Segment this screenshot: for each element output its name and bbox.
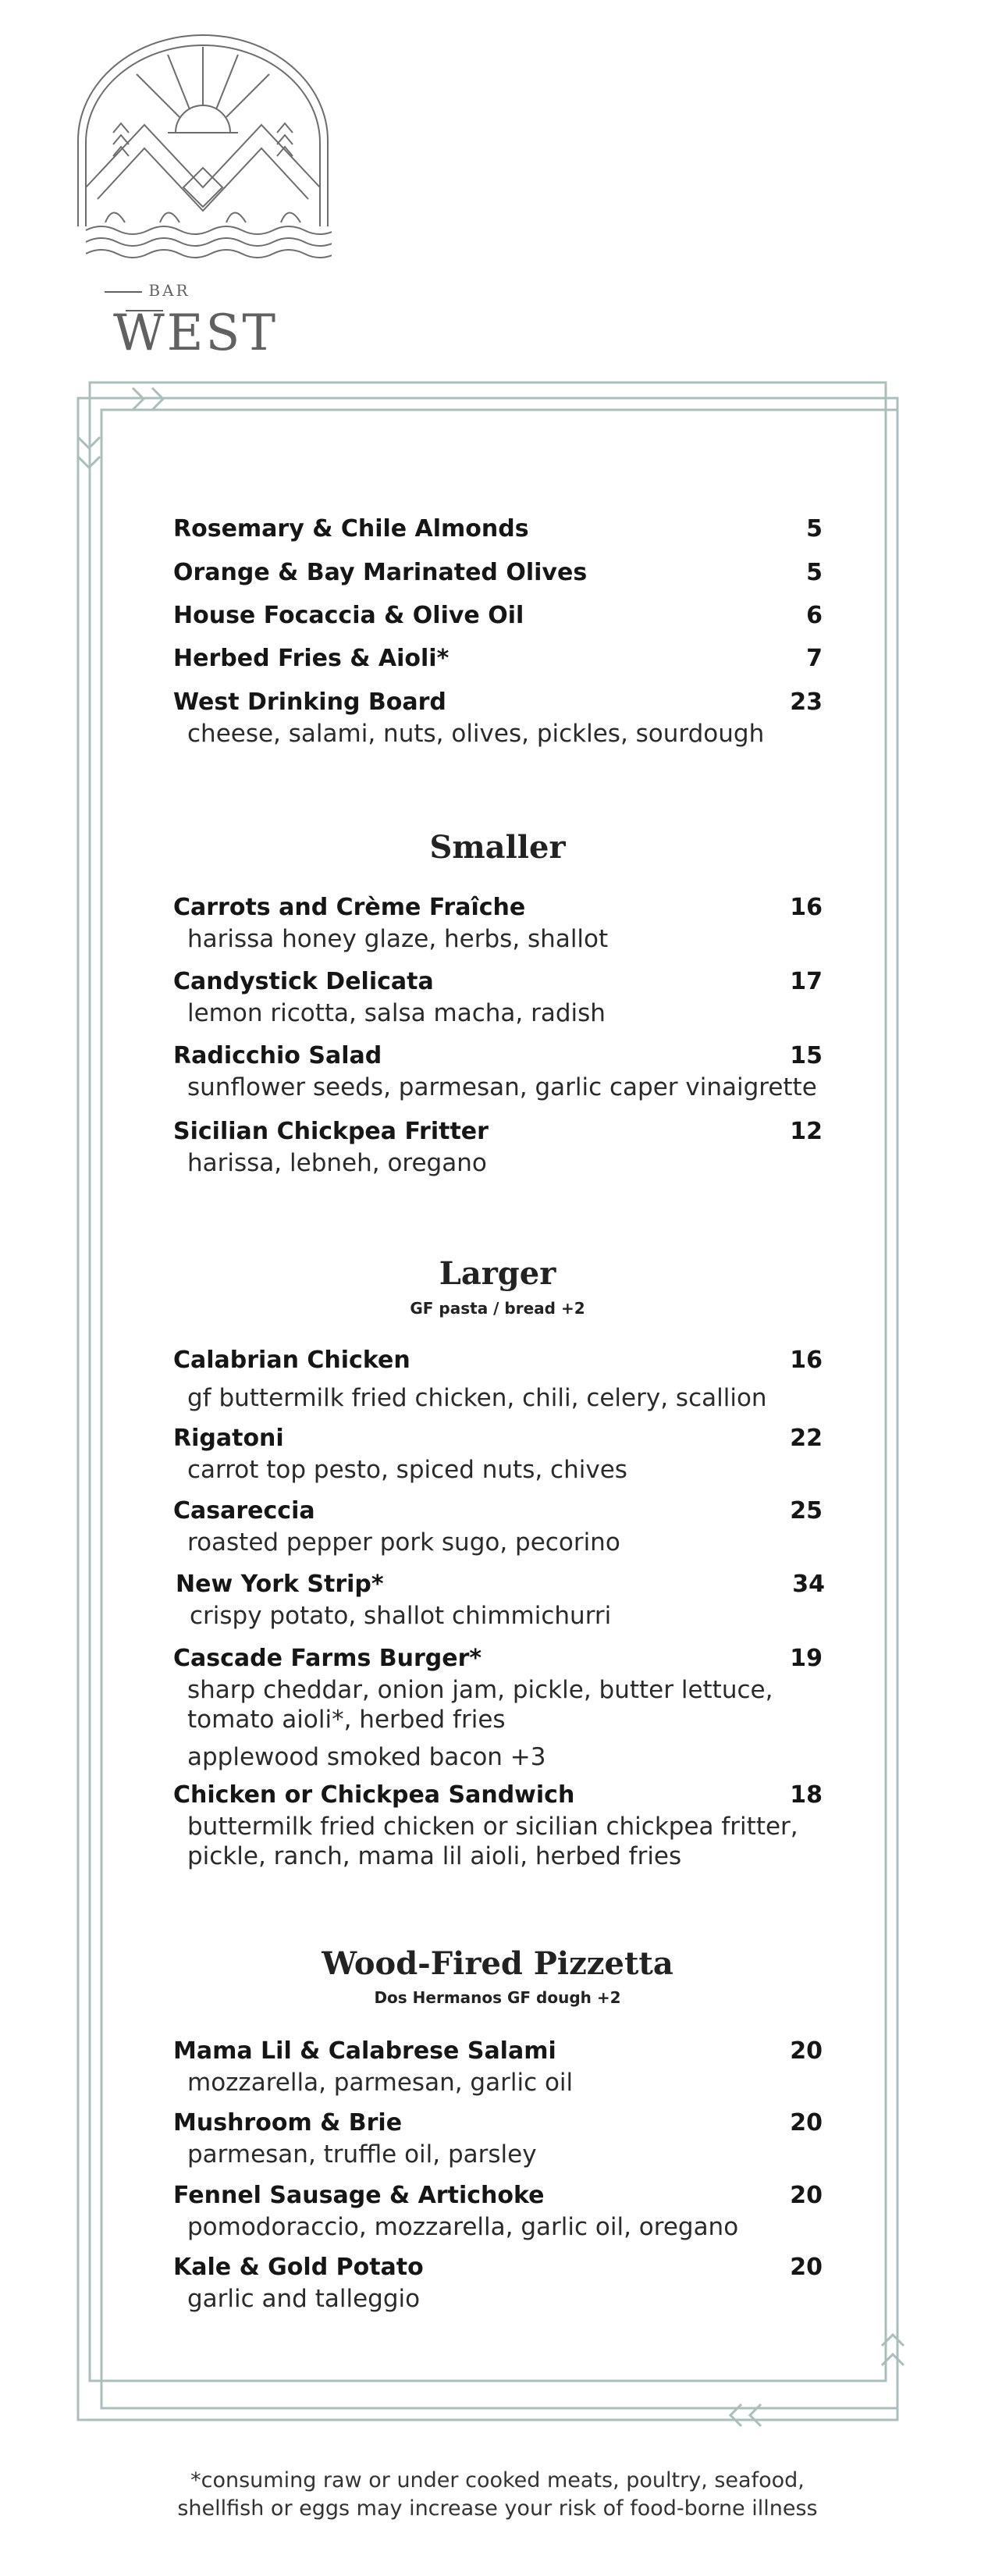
item-description: parmesan, truffle oil, parsley [187,2140,537,2169]
item-description: mozzarella, parmesan, garlic oil [187,2069,574,2097]
menu-item [173,559,823,586]
logo-west-text: WEST [113,304,279,362]
item-description: pomodoraccio, mozzarella, garlic oil, oregano [187,2213,739,2241]
menu-item [173,2182,823,2242]
item-price: 25 [790,1497,823,1525]
item-price: 17 [790,968,823,995]
item-name: Fennel Sausage & Artichoke [173,2182,545,2209]
menu-item [173,1425,823,1485]
menu-item [173,2109,823,2169]
item-name: Rigatoni [173,1425,284,1452]
disclaimer-line-2: shellfish or eggs may increase your risk of food-borne illness [177,2496,818,2521]
menu-item [173,894,823,954]
item-price: 22 [790,1425,823,1452]
item-name: Mama Lil & Calabrese Salami [173,2037,556,2065]
item-name: Kale & Gold Potato [173,2254,424,2281]
item-name: Casareccia [173,1497,315,1525]
item-description: carrot top pesto, spiced nuts, chives [187,1456,627,1484]
item-price: 19 [790,1645,823,1672]
menu-item [173,1347,823,1413]
menu-item [173,2037,823,2097]
menu-item [173,1781,823,1871]
item-name: Cascade Farms Burger* [173,1645,482,1672]
item-price: 5 [806,559,823,586]
item-addon: applewood smoked bacon +3 [187,1743,546,1771]
item-description: cheese, salami, nuts, olives, pickles, sourdough [187,720,765,748]
item-price: 16 [790,894,823,921]
item-name: Orange & Bay Marinated Olives [173,559,588,586]
item-price: 20 [790,2182,823,2209]
item-price: 18 [790,1781,823,1809]
item-price: 5 [806,515,823,543]
item-description: buttermilk fried chicken or sicilian chickpea fritter, pickle, ranch, mama lil aioli, herbed fries [187,1813,798,1870]
item-name: Calabrian Chicken [173,1347,410,1374]
item-price: 15 [790,1042,823,1069]
item-price: 12 [790,1118,823,1145]
section-title-pizzetta: Wood-Fired Pizzetta [322,1945,673,1982]
menu-item [173,602,823,629]
item-description: crispy potato, shallot chimmichurri [190,1602,612,1630]
item-description: sunflower seeds, parmesan, garlic caper vinaigrette [187,1073,817,1101]
item-description: lemon ricotta, salsa macha, radish [187,999,606,1027]
item-description: harissa, lebneh, oregano [187,1149,487,1177]
item-name: Candystick Delicata [173,968,434,995]
section-note-larger: GF pasta / bread +2 [410,1299,585,1318]
section-title-larger: Larger [439,1255,556,1292]
disclaimer-line-1: *consuming raw or under cooked meats, poultry, seafood, [190,2468,805,2492]
item-name: Radicchio Salad [173,1042,382,1069]
mountain-sun-emblem-icon [74,31,332,265]
item-name: Mushroom & Brie [173,2109,403,2137]
menu-item [173,645,823,672]
item-price: 34 [792,1571,825,1598]
item-description: gf buttermilk fried chicken, chili, celery, scallion [187,1384,767,1412]
menu-item [173,688,823,749]
item-description: roasted pepper pork sugo, pecorino [187,1528,620,1557]
menu-item [173,2254,823,2314]
item-price: 20 [790,2109,823,2137]
item-description: garlic and talleggio [187,2285,421,2313]
item-price: 23 [790,688,823,716]
item-price: 7 [806,645,823,672]
menu-item [173,1645,823,1772]
item-price: 20 [790,2254,823,2281]
item-name: Rosemary & Chile Almonds [173,515,529,543]
item-name: Carrots and Crème Fraîche [173,894,526,921]
logo [74,31,332,362]
item-description: sharp cheddar, onion jam, pickle, butter lettuce, tomato aioli*, herbed fries [187,1676,773,1734]
item-name: House Focaccia & Olive Oil [173,602,524,629]
item-name: Sicilian Chickpea Fritter [173,1118,489,1145]
menu-item [173,515,823,543]
item-name: New York Strip* [176,1571,384,1598]
item-name: Herbed Fries & Aioli* [173,645,450,672]
item-price: 6 [806,602,823,629]
section-note-pizzetta: Dos Hermanos GF dough +2 [374,1988,621,2007]
menu-item [176,1571,825,1631]
item-price: 16 [790,1347,823,1374]
menu-item [173,968,823,1028]
item-price: 20 [790,2037,823,2065]
item-name: West Drinking Board [173,688,446,716]
logo-bar-text: BAR [74,281,215,318]
section-title-smaller: Smaller [429,829,566,866]
menu-item [173,1042,823,1102]
menu-item [173,1497,823,1557]
item-name: Chicken or Chickpea Sandwich [173,1781,575,1809]
menu-item [173,1118,823,1178]
health-disclaimer [0,2467,995,2523]
item-description: harissa honey glaze, herbs, shallot [187,925,609,953]
